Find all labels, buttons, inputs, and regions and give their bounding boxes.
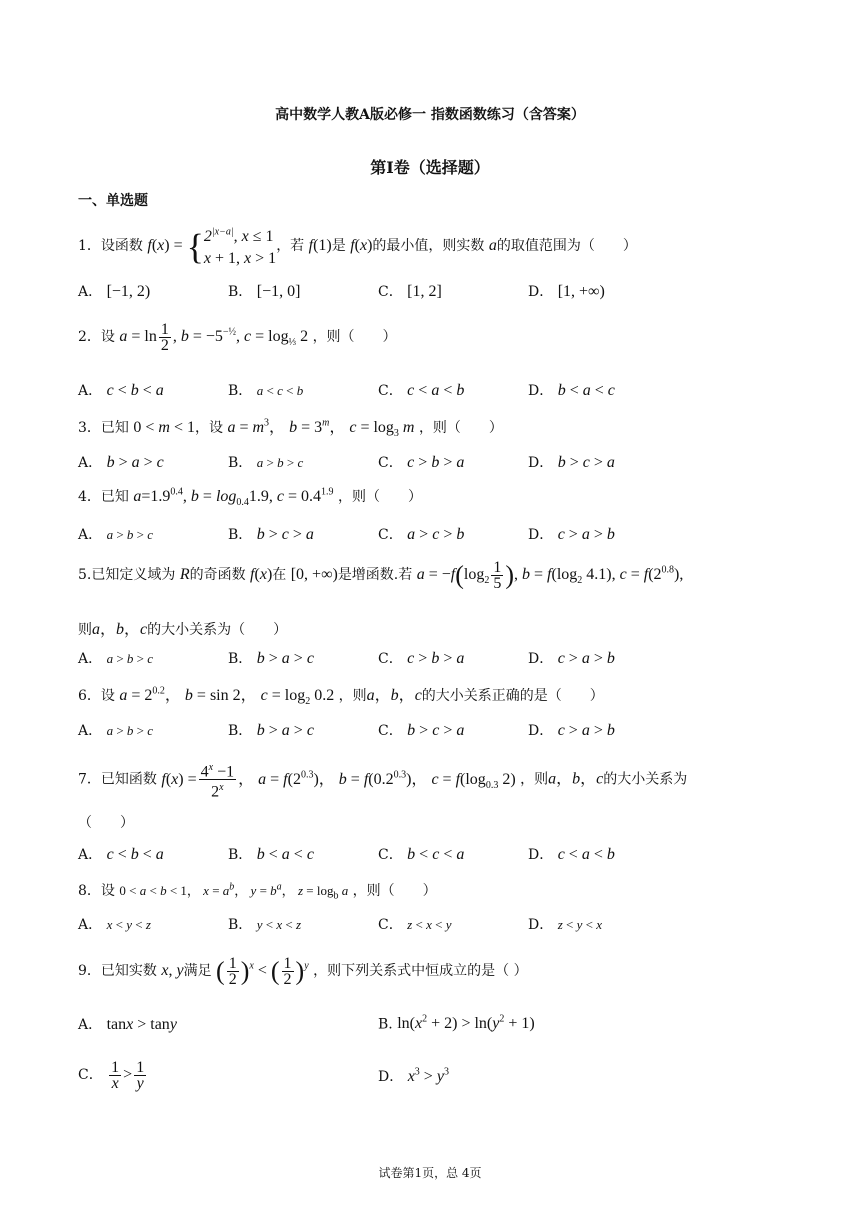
- option-a[interactable]: A． a > b > c: [78, 651, 154, 667]
- question-text: 已知定义域为: [91, 567, 176, 584]
- option-a[interactable]: A． c < b < a: [78, 846, 164, 863]
- option-d[interactable]: D． c > a > b: [528, 650, 615, 667]
- question-2: [78, 322, 397, 353]
- question-text: 在: [272, 567, 287, 584]
- option-d[interactable]: D． [1, +∞): [528, 283, 605, 300]
- question-text: 的大小关系为（ ）: [147, 622, 288, 638]
- question-number: 1．: [78, 237, 101, 254]
- question-7-continued: [78, 812, 134, 832]
- formula: $a = m^3$， $b = 3^m$， $c = \log_3 m$: [227, 417, 415, 440]
- option-b[interactable]: B． [−1, 0]: [228, 283, 301, 300]
- question-7: [78, 760, 687, 800]
- option-d[interactable]: D． c > a > b: [528, 722, 615, 739]
- formula: a = ln $\frac{1}{2}$ , $b = -5^{-\frac{1}{2}}$, $c = \log_{\frac{1}{3}} 2$: [119, 321, 309, 354]
- option-b[interactable]: B. $\ln(x^2 + 2) > \ln(y^2 + 1)$: [378, 1014, 535, 1033]
- question-text: 的大小关系为: [603, 771, 688, 788]
- question-text: 已知: [100, 489, 129, 505]
- formula: 0 < a < b < 1， $x = a^b$， $y = b^a$， $z = \log_b a$: [119, 881, 349, 902]
- question-number: 3．: [78, 420, 101, 436]
- option-c[interactable]: C． b < c < a: [378, 846, 465, 863]
- question-1: [78, 222, 637, 270]
- question-text: 设: [100, 883, 115, 899]
- question-9: [78, 956, 528, 987]
- option-c[interactable]: C． c > b > a: [378, 454, 465, 471]
- formula: a，b，c: [92, 621, 148, 638]
- page-footer: 试卷第1页，总 4页: [378, 1166, 482, 1180]
- option-b[interactable]: B． b > a > c: [228, 722, 314, 739]
- formula: $a=1.9^{0.4}$, $b = \log_{0.4}1.9$, $c = 0.4^{1.9}$: [133, 486, 334, 509]
- part-title: 第I卷（选择题）: [370, 158, 490, 177]
- formula: ( $\frac{1}{2}$ )$^x$ < ( $\frac{1}{2}$ )$^y$: [216, 955, 309, 988]
- option-d[interactable]: D． c < a < b: [528, 846, 615, 863]
- option-c[interactable]: C． $\frac{1}{x}$ > $\frac{1}{y}$: [78, 1059, 145, 1092]
- option-a[interactable]: A． tanx > tany: [78, 1016, 177, 1033]
- question-text: ，若: [276, 237, 305, 254]
- option-a[interactable]: A． a > b > c: [78, 527, 154, 543]
- question-text: 设函数: [100, 237, 143, 254]
- option-b[interactable]: B． b > a > c: [228, 650, 314, 667]
- question-3: [78, 414, 503, 439]
- formula: [0, +∞): [290, 566, 338, 584]
- option-b[interactable]: B． a > b > c: [228, 455, 304, 471]
- option-d[interactable]: D． b > c > a: [528, 454, 615, 471]
- question-text: ，则（ ）: [337, 489, 422, 505]
- option-a[interactable]: A． x < y < z: [78, 917, 151, 933]
- question-text: 已知: [100, 420, 129, 436]
- section-title: 一、单选题: [78, 193, 148, 209]
- formula: f(x): [350, 236, 373, 254]
- formula: f(x) = $\frac{4^x -1}{2^x}$ ， $a = f(2^{0.3})$， $b = f(0.2^{0.3})$， $c = f(\log_{0.3}$ 2): [161, 762, 516, 801]
- question-text: 的大小关系正确的是（ ）: [421, 688, 604, 704]
- option-c[interactable]: C． [1, 2]: [378, 283, 442, 300]
- question-text: ，则（ ）: [418, 420, 503, 436]
- question-8: [78, 880, 437, 902]
- formula: x, y: [161, 962, 184, 980]
- formula: $a = 2^{0.2}$， b = sin 2， $c = \log_2 0.2$: [119, 685, 335, 708]
- option-d[interactable]: D． b < a < c: [528, 382, 615, 399]
- question-text: 的取值范围为（ ）: [496, 237, 637, 254]
- option-b[interactable]: B． b < a < c: [228, 846, 314, 863]
- option-a[interactable]: A． a > b > c: [78, 723, 154, 739]
- formula: a，b，c: [548, 770, 604, 788]
- question-number: 6．: [78, 688, 101, 704]
- question-5-continued: [78, 616, 287, 639]
- option-a[interactable]: A． [−1, 2): [78, 283, 151, 300]
- question-text: 是增函数.若: [337, 567, 413, 584]
- question-number: 2．: [78, 329, 101, 346]
- formula: 0 < m < 1: [133, 419, 195, 436]
- option-d[interactable]: D． c > a > b: [528, 526, 615, 543]
- formula: f(x): [250, 566, 273, 584]
- question-6: [78, 682, 604, 707]
- question-text: ，则（ ）: [312, 329, 397, 346]
- option-b[interactable]: B． y < x < z: [228, 917, 302, 933]
- formula: a: [488, 236, 497, 254]
- question-text: 是: [331, 237, 346, 254]
- option-c[interactable]: C． c > b > a: [378, 650, 465, 667]
- question-number: 5.: [78, 567, 92, 584]
- formula: $f(x) = \{2^{|x-a|}$, x ≤ 1 x + 1, x > 1: [147, 226, 277, 268]
- question-text: 则: [78, 622, 92, 638]
- question-4: [78, 486, 422, 508]
- question-5: [78, 560, 683, 591]
- formula: f(1): [308, 236, 332, 254]
- question-text: 设: [100, 688, 115, 704]
- formula: R: [179, 566, 190, 584]
- question-text: 已知实数: [100, 963, 157, 980]
- question-text: 设: [100, 329, 115, 346]
- question-text: 的奇函数: [189, 567, 246, 584]
- question-number: 4．: [78, 489, 101, 505]
- question-text: 的最小值，则实数: [372, 237, 485, 254]
- question-text: ，则: [520, 771, 549, 788]
- question-text: 满足: [183, 963, 212, 980]
- question-number: 8．: [78, 883, 101, 899]
- option-d[interactable]: D． $x^3 > y^3$: [378, 1066, 449, 1085]
- option-a[interactable]: A． c < b < a: [78, 382, 164, 399]
- question-text: （ ）: [78, 815, 134, 831]
- question-text: ，则: [338, 688, 367, 704]
- option-d[interactable]: D． z < y < x: [528, 917, 602, 933]
- option-b[interactable]: B． a < c < b: [228, 383, 304, 399]
- question-text: ，则（ ）: [352, 883, 437, 899]
- option-c[interactable]: C． c < a < b: [378, 382, 465, 399]
- option-a[interactable]: A． b > a > c: [78, 454, 164, 471]
- formula: $a = -f(\log_2$ $\frac{1}{5}$ ), $b = f(\log_2$ 4.1), $c = f(2^{0.8})$,: [416, 559, 684, 592]
- option-c[interactable]: C． z < x < y: [378, 917, 452, 933]
- option-c[interactable]: C． b > c > a: [378, 722, 465, 739]
- question-number: 7．: [78, 771, 101, 788]
- option-b[interactable]: B． b > c > a: [228, 526, 314, 543]
- formula: a，b，c: [366, 687, 422, 704]
- question-number: 9．: [78, 963, 101, 980]
- option-c[interactable]: C． a > c > b: [378, 526, 465, 543]
- document-title: 高中数学人教A版必修一 指数函数练习（含答案）: [275, 107, 585, 123]
- question-text: 已知函数: [100, 771, 157, 788]
- question-text: ，则下列关系式中恒成立的是（ ）: [313, 963, 528, 980]
- question-text: ，设: [195, 420, 223, 436]
